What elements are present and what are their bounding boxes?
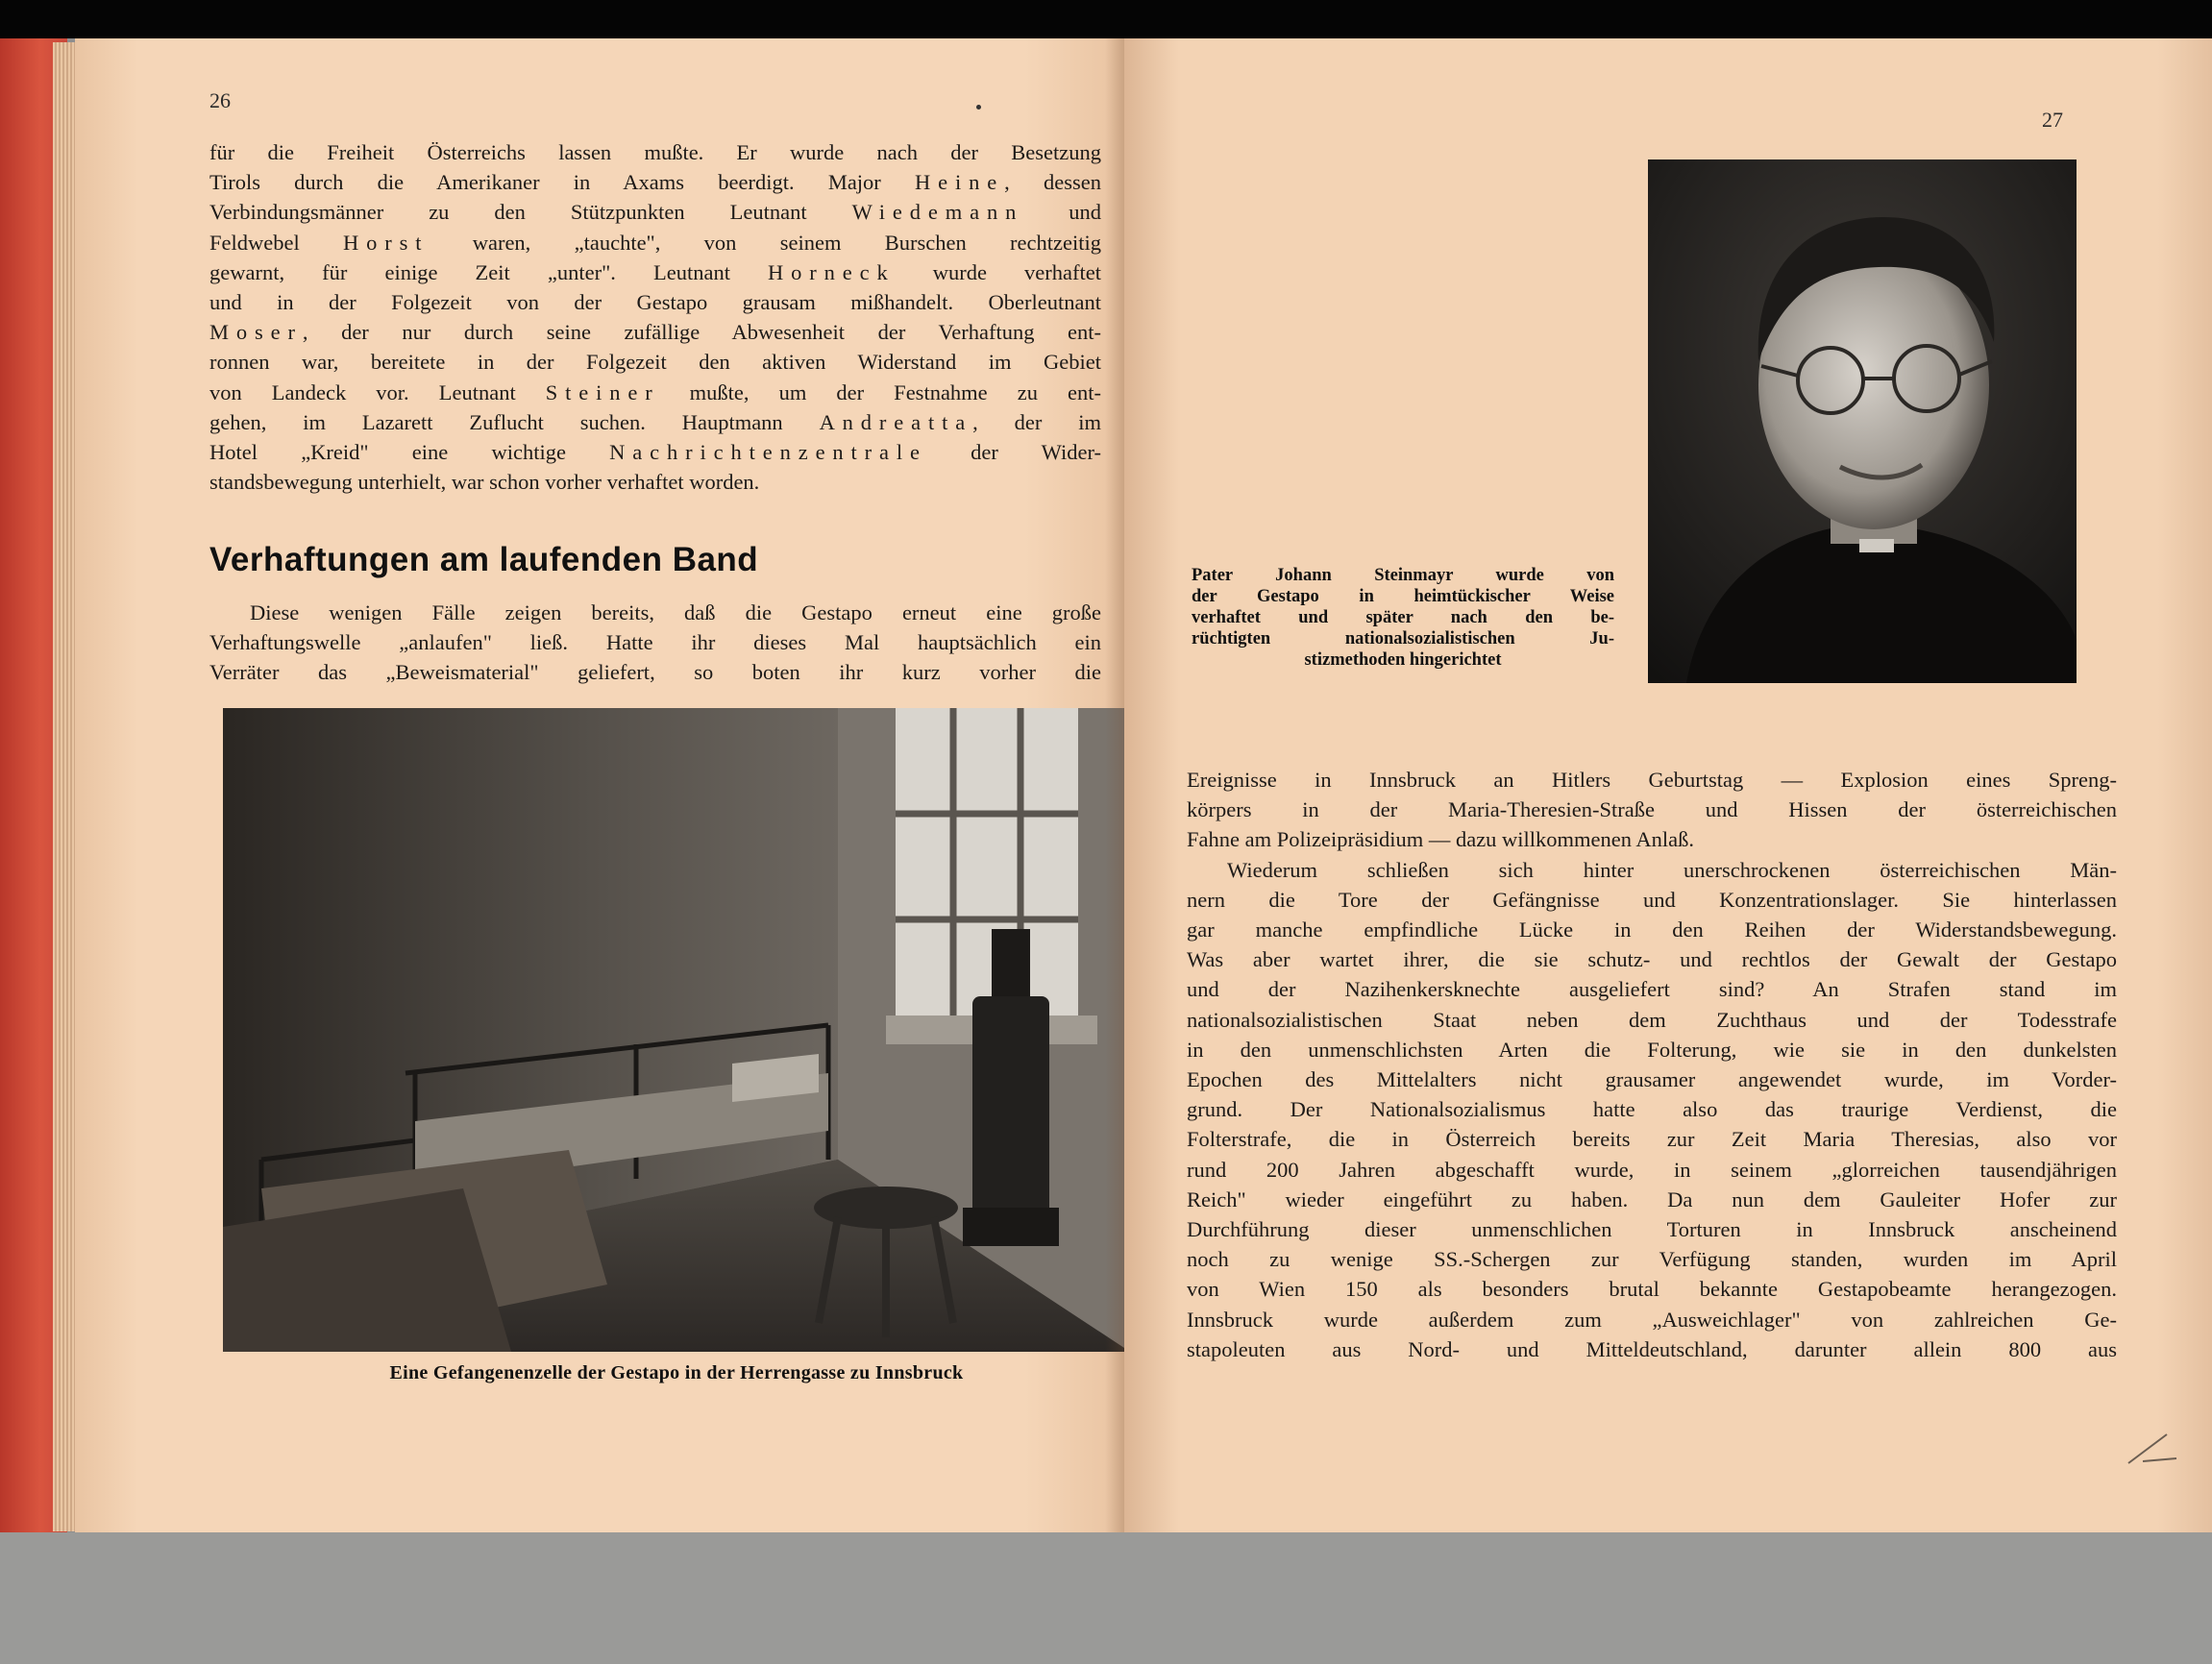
text-run: Was aber wartet ihrer, die sie schutz- und rechtlos der Gewalt der Gestapo: [1187, 947, 2117, 972]
text-run: körpers in der Maria-Theresien-Straße und Hissen der österreichischen: [1187, 797, 2117, 822]
scan-top-border: [0, 0, 2212, 38]
text-run: ronnen war, bereitete in der Folgezeit den aktiven Widerstand im Gebiet: [209, 350, 1101, 375]
text-line: [1187, 1305, 2117, 1334]
scan-bottom-border: [0, 1532, 2212, 1664]
text-run: rund 200 Jahren abgeschafft wurde, in seinem „glorreichen tausendjährigen: [1187, 1157, 2117, 1182]
spaced-name: Horst: [343, 230, 430, 255]
caption-line: verhaftet und später nach den be-: [1192, 608, 1614, 627]
text-line: [1187, 944, 2117, 974]
text-run: von Landeck vor. Leutnant: [209, 379, 546, 404]
text-run: noch zu wenige SS.-Schergen zur Verfügung standen, wurden im April: [1187, 1247, 2117, 1272]
text-run: stapoleuten aus Nord- und Mitteldeutschland, darunter allein 800 aus: [1187, 1336, 2117, 1361]
text-run: nationalsozialistischen Staat neben dem Zuchthaus und der Todesstrafe: [1187, 1007, 2117, 1032]
text-run: Verhaftungswelle „anlaufen" ließ. Hatte ihr dieses Mal hauptsächlich ein: [209, 630, 1101, 655]
spaced-name: Nachrichtenzentrale: [609, 440, 927, 465]
text-run: Hotel „Kreid" eine wichtige: [209, 440, 610, 465]
text-run: gehen, im Lazarett Zuflucht suchen. Hauptmann: [209, 409, 820, 434]
text-line: [1187, 974, 2117, 1004]
text-run: Diese wenigen Fälle zeigen bereits, daß die Gestapo erneut eine große: [250, 600, 1101, 624]
text-line: [209, 347, 1101, 377]
text-line: [209, 228, 1101, 257]
text-line: [1187, 795, 2117, 824]
text-line: [209, 167, 1101, 197]
text-run: und: [1023, 200, 1101, 225]
text-run: Verbindungsmänner zu den Stützpunkten Leutnant: [209, 200, 852, 225]
spaced-name: Wiedemann: [851, 200, 1024, 225]
spaced-name: Andreatta: [819, 409, 973, 434]
text-run: der Wider-: [926, 440, 1101, 465]
text-run: , dessen: [1004, 170, 1101, 195]
caption-line: rüchtigten nationalsozialistischen Ju-: [1192, 629, 1614, 648]
spaced-name: Moser: [209, 320, 303, 345]
text-run: gar manche empfindliche Lücke in den Reihen der Widerstandsbewegung.: [1187, 918, 2117, 942]
prison-cell-image: [223, 708, 1130, 1352]
spaced-name: Heine: [915, 170, 1005, 195]
text-run: Folterstrafe, die in Österreich bereits zur Zeit Maria Theresias, also vor: [1187, 1127, 2117, 1152]
text-line: [209, 197, 1101, 227]
portrait-image: [1648, 159, 2077, 683]
text-run: gewarnt, für einige Zeit „unter". Leutnant: [209, 259, 769, 284]
page-number-left: 26: [209, 88, 231, 112]
text-run: Verräter das „Beweismaterial" geliefert, so boten ihr kurz vorher die: [209, 660, 1101, 685]
text-line: [209, 137, 1101, 167]
page-number-right: 27: [2042, 108, 2063, 132]
text-line: [1187, 1334, 2117, 1364]
left-paragraph-2: [209, 598, 1101, 688]
text-run: Feldwebel: [209, 230, 344, 255]
text-run: nern die Tore der Gefängnisse und Konzentrationslager. Sie hinterlassen: [1187, 887, 2117, 912]
right-body-text: [1187, 765, 2117, 1364]
caption-line: Pater Johann Steinmayr wurde von: [1192, 566, 1614, 585]
text-line: [1187, 1035, 2117, 1064]
text-line: [209, 467, 1101, 497]
text-run: für die Freiheit Österreichs lassen mußte. Er wurde nach der Besetzung: [209, 140, 1101, 164]
text-line: [1187, 885, 2117, 915]
text-line: [1187, 765, 2117, 795]
text-run: Ereignisse in Innsbruck an Hitlers Geburtstag — Explosion eines Spreng-: [1187, 768, 2117, 792]
text-run: in den unmenschlichsten Arten die Folterung, wie sie in den dunkelsten: [1187, 1037, 2117, 1062]
print-speck: [976, 105, 981, 110]
pencil-mark: [2124, 1430, 2181, 1468]
text-line: [1187, 1274, 2117, 1304]
text-run: Fahne am Polizeipräsidium — dazu willkommenen Anlaß.: [1187, 827, 1695, 852]
text-line: [209, 657, 1101, 687]
text-line: [1187, 1124, 2117, 1154]
text-line: [209, 378, 1101, 407]
text-run: Reich" wieder eingeführt zu haben. Da nun dem Gauleiter Hofer zur: [1187, 1187, 2117, 1211]
text-line: [209, 598, 1101, 627]
text-line: [209, 627, 1101, 657]
text-run: , der im: [972, 409, 1102, 434]
text-run: Epochen des Mittelalters nicht grausamer angewendet wurde, im Vorder-: [1187, 1067, 2117, 1092]
portrait-photo: [1648, 159, 2077, 683]
text-line: [209, 407, 1101, 437]
text-run: , der nur durch seine zufällige Abwesenheit der Verhaftung ent-: [302, 320, 1101, 345]
text-run: standsbewegung unterhielt, war schon vorher verhaftet worden.: [209, 470, 760, 495]
text-run: Durchführung dieser unmenschlichen Torturen in Innsbruck anscheinend: [1187, 1217, 2117, 1242]
text-line: [1187, 1094, 2117, 1124]
text-line: [209, 437, 1101, 467]
text-run: Wiederum schließen sich hinter unerschrockenen österreichischen Män-: [1227, 857, 2117, 882]
text-line: [1187, 1005, 2117, 1035]
text-run: grund. Der Nationalsozialismus hatte also das traurige Verdienst, die: [1187, 1097, 2117, 1122]
text-run: und der Nazihenkersknechte ausgeliefert sind? An Strafen stand im: [1187, 977, 2117, 1002]
photo-caption-left: Eine Gefangenenzelle der Gestapo in der Herrengasse zu Innsbruck: [389, 1362, 964, 1383]
text-run: mußte, um der Festnahme zu ent-: [659, 379, 1101, 404]
section-heading: Verhaftungen am laufenden Band: [209, 541, 759, 578]
text-run: von Wien 150 als besonders brutal bekannte Gestapobeamte herangezogen.: [1187, 1277, 2117, 1302]
left-page: [75, 38, 1130, 1532]
text-line: [1187, 1214, 2117, 1244]
text-line: [209, 257, 1101, 287]
text-run: und in der Folgezeit von der Gestapo grausam mißhandelt. Oberleutnant: [209, 290, 1101, 315]
spaced-name: Steiner: [545, 379, 660, 404]
text-line: [1187, 1064, 2117, 1094]
text-run: Tirols durch die Amerikaner in Axams beerdigt. Major: [209, 170, 916, 195]
caption-line: stizmethoden hingerichtet: [1304, 650, 1502, 670]
left-paragraph-1: [209, 137, 1101, 497]
caption-line: der Gestapo in heimtückischer Weise: [1192, 587, 1614, 606]
text-line: [1187, 1155, 2117, 1185]
text-run: wurde verhaftet: [895, 259, 1101, 284]
text-line: [1187, 1244, 2117, 1274]
prison-cell-photo: [223, 708, 1130, 1352]
text-line: [1187, 915, 2117, 944]
text-run: Innsbruck wurde außerdem zum „Ausweichlager" von zahlreichen Ge-: [1187, 1307, 2117, 1332]
text-line: [209, 287, 1101, 317]
right-page: [1124, 38, 2212, 1532]
spaced-name: Horneck: [768, 259, 896, 284]
text-run: waren, „tauchte", von seinem Burschen rechtzeitig: [429, 230, 1101, 255]
text-line: [1187, 855, 2117, 885]
text-line: [1187, 1185, 2117, 1214]
portrait-caption: [1192, 565, 1614, 671]
text-line: [1187, 824, 2117, 854]
text-line: [209, 317, 1101, 347]
